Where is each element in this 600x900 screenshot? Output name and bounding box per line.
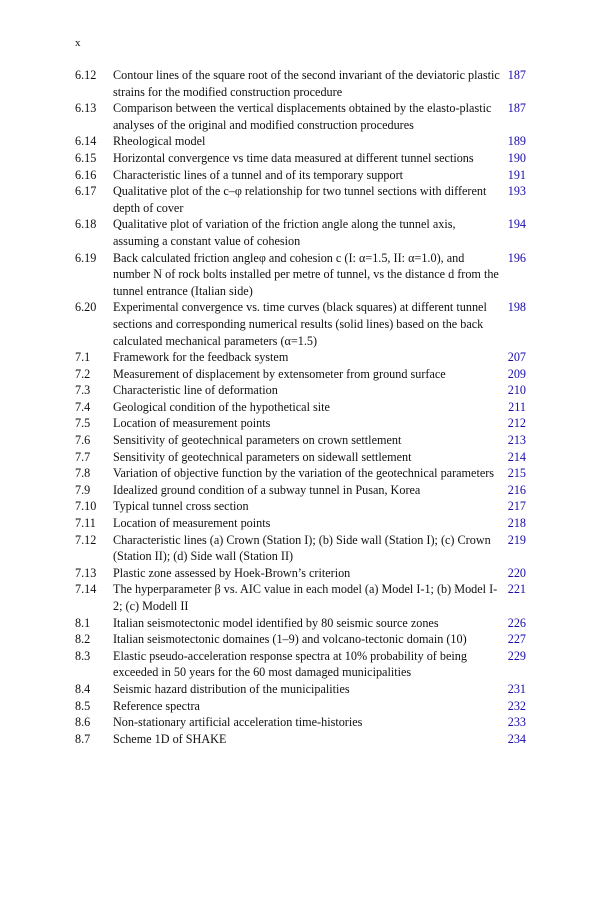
figure-number: 6.19 (75, 250, 97, 265)
list-item (75, 532, 526, 565)
list-item (75, 167, 526, 184)
figure-number: 8.5 (75, 698, 91, 713)
page-link[interactable]: 209 (507, 366, 526, 381)
list-item (75, 615, 526, 632)
page-link[interactable]: 220 (507, 565, 526, 580)
figure-number: 6.12 (75, 68, 97, 82)
figure-number: 6.20 (75, 300, 97, 315)
list-item (75, 150, 526, 167)
page-link[interactable]: 194 (507, 217, 526, 232)
figure-caption: Italian seismotectonic domaines (1–9) and volcano-tectonic domain (10) (113, 632, 467, 647)
figure-caption: Italian seismotectonic model identified by 80 seismic source zones (113, 615, 439, 630)
figure-caption: Typical tunnel cross section (113, 499, 249, 514)
page-link[interactable]: 233 (507, 715, 526, 730)
list-item (75, 631, 526, 648)
list-item (75, 67, 526, 100)
list-item (75, 382, 526, 399)
list-item (75, 415, 526, 432)
figure-number: 7.3 (75, 383, 91, 398)
list-item (75, 482, 526, 499)
figure-caption: Location of measurement points (113, 416, 271, 431)
page-link[interactable]: 216 (507, 482, 526, 497)
page-link[interactable]: 207 (507, 350, 526, 365)
figure-number: 6.15 (75, 150, 97, 165)
list-item (75, 133, 526, 150)
page-link[interactable]: 217 (507, 499, 526, 514)
list-item (75, 432, 526, 449)
page-link[interactable]: 229 (507, 648, 526, 663)
figure-number: 7.5 (75, 416, 91, 431)
page-link[interactable]: 231 (507, 681, 526, 696)
list-item (75, 465, 526, 482)
figure-number: 7.7 (75, 449, 91, 464)
list-item (75, 100, 526, 133)
page-link[interactable]: 190 (507, 150, 526, 165)
figure-caption: Experimental convergence vs. time curves (black squares) at different tunnel sections and corresponding numerical results (solid lines) based on the back calculated mechanical parameters (α=1.5) (113, 300, 487, 348)
list-item (75, 250, 526, 300)
figure-caption: Location of measurement points (113, 516, 271, 531)
figure-caption: Measurement of displacement by extensometer from ground surface (113, 366, 446, 381)
figure-caption: Framework for the feedback system (113, 350, 289, 365)
figure-number: 6.17 (75, 184, 97, 199)
figure-number: 7.10 (75, 499, 97, 514)
figure-caption: Idealized ground condition of a subway tunnel in Pusan, Korea (113, 482, 421, 497)
page-link[interactable]: 213 (507, 433, 526, 448)
list-item (75, 731, 526, 748)
figure-number: 7.13 (75, 565, 97, 580)
figure-caption: Geological condition of the hypothetical site (113, 399, 330, 414)
page-link[interactable]: 227 (507, 632, 526, 647)
figure-caption: Qualitative plot of the c–φ relationship for two tunnel sections with different depth of cover (113, 184, 487, 215)
list-item (75, 648, 526, 681)
figure-caption: Elastic pseudo-acceleration response spectra at 10% probability of being exceeded in 50 years for the 60 most damaged municipalities (113, 648, 467, 680)
page-link[interactable]: 211 (508, 399, 526, 414)
list-item (75, 698, 526, 715)
figure-number: 8.1 (75, 615, 91, 630)
figure-number: 8.3 (75, 648, 91, 663)
figure-number: 7.1 (75, 350, 91, 365)
list-item (75, 216, 526, 249)
figure-caption: Seismic hazard distribution of the municipalities (113, 681, 350, 696)
figure-number: 7.9 (75, 482, 91, 497)
page-link[interactable]: 214 (507, 449, 526, 464)
figure-caption: Qualitative plot of variation of the friction angle along the tunnel axis, assuming a constant value of cohesion (113, 217, 456, 248)
list-item (75, 681, 526, 698)
list-item (75, 449, 526, 466)
figure-caption: Scheme 1D of SHAKE (113, 731, 227, 746)
page-link[interactable]: 221 (507, 582, 526, 597)
list-of-figures (75, 67, 526, 747)
page-link[interactable]: 187 (507, 68, 526, 82)
figure-number: 6.14 (75, 134, 97, 149)
figure-number: 8.2 (75, 632, 91, 647)
figure-caption: Characteristic lines (a) Crown (Station I); (b) Side wall (Station I); (c) Crown (Station II); (d) Side wall (Station II) (113, 532, 491, 564)
figure-caption: Back calculated friction angleφ and cohesion c (I: α=1.5, II: α=1.0), and number N of rock bolts installed per metre of tunnel, vs the distance d from the tunnel entrance (Italian side) (113, 250, 499, 298)
list-item (75, 498, 526, 515)
figure-number: 8.4 (75, 681, 91, 696)
figure-number: 7.12 (75, 532, 97, 547)
list-item (75, 515, 526, 532)
figure-number: 7.6 (75, 433, 91, 448)
figure-caption: Rheological model (113, 134, 206, 149)
figure-number: 8.7 (75, 731, 91, 746)
list-item (75, 349, 526, 366)
list-item (75, 366, 526, 383)
page-link[interactable]: 218 (507, 516, 526, 531)
page-link[interactable]: 187 (507, 101, 526, 116)
figure-caption: Non-stationary artificial acceleration time-histories (113, 715, 363, 730)
list-item (75, 299, 526, 349)
figure-number: 8.6 (75, 715, 91, 730)
figure-caption: Characteristic line of deformation (113, 383, 278, 398)
figure-caption: Characteristic lines of a tunnel and of its temporary support (113, 167, 404, 182)
figure-number: 7.14 (75, 582, 97, 597)
page-link[interactable]: 210 (507, 383, 526, 398)
list-item (75, 399, 526, 416)
page-link[interactable]: 191 (507, 167, 526, 182)
figure-number: 6.13 (75, 101, 97, 116)
page-number: x (75, 37, 81, 49)
page-link[interactable]: 198 (507, 300, 526, 315)
page-link[interactable]: 215 (507, 466, 526, 481)
figure-number: 7.11 (75, 516, 96, 531)
page-link[interactable]: 196 (507, 250, 526, 265)
page-link[interactable]: 226 (507, 615, 526, 630)
figure-caption: Variation of objective function by the variation of the geotechnical parameters (113, 466, 495, 481)
figure-caption: Comparison between the vertical displacements obtained by the elasto-plastic analyses of the original and modified construction procedures (113, 101, 492, 132)
list-item (75, 565, 526, 582)
page-link[interactable]: 189 (507, 134, 526, 149)
page-link[interactable]: 234 (507, 731, 526, 746)
figure-caption: The hyperparameter β vs. AIC value in each model (a) Model I-1; (b) Model I-2; (c) Modell II (113, 582, 498, 613)
list-item (75, 581, 526, 614)
page-link[interactable]: 219 (507, 532, 526, 547)
figure-number: 6.16 (75, 167, 97, 182)
list-item (75, 714, 526, 731)
figure-number: 7.2 (75, 366, 91, 381)
figure-caption: Contour lines of the square root of the second invariant of the deviatoric plastic strains for the modified construction procedure (113, 68, 500, 99)
figure-number: 7.4 (75, 399, 91, 414)
figure-number: 6.18 (75, 217, 97, 232)
page-link[interactable]: 232 (507, 698, 526, 713)
figure-number: 7.8 (75, 466, 91, 481)
figure-caption: Sensitivity of geotechnical parameters on sidewall settlement (113, 449, 412, 464)
list-item (75, 183, 526, 216)
page-link[interactable]: 193 (507, 184, 526, 199)
figure-caption: Plastic zone assessed by Hoek-Brown’s criterion (113, 565, 351, 580)
figure-caption: Sensitivity of geotechnical parameters on crown settlement (113, 433, 402, 448)
figure-caption: Reference spectra (113, 698, 200, 713)
figure-caption: Horizontal convergence vs time data measured at different tunnel sections (113, 150, 474, 165)
page-link[interactable]: 212 (507, 416, 526, 431)
